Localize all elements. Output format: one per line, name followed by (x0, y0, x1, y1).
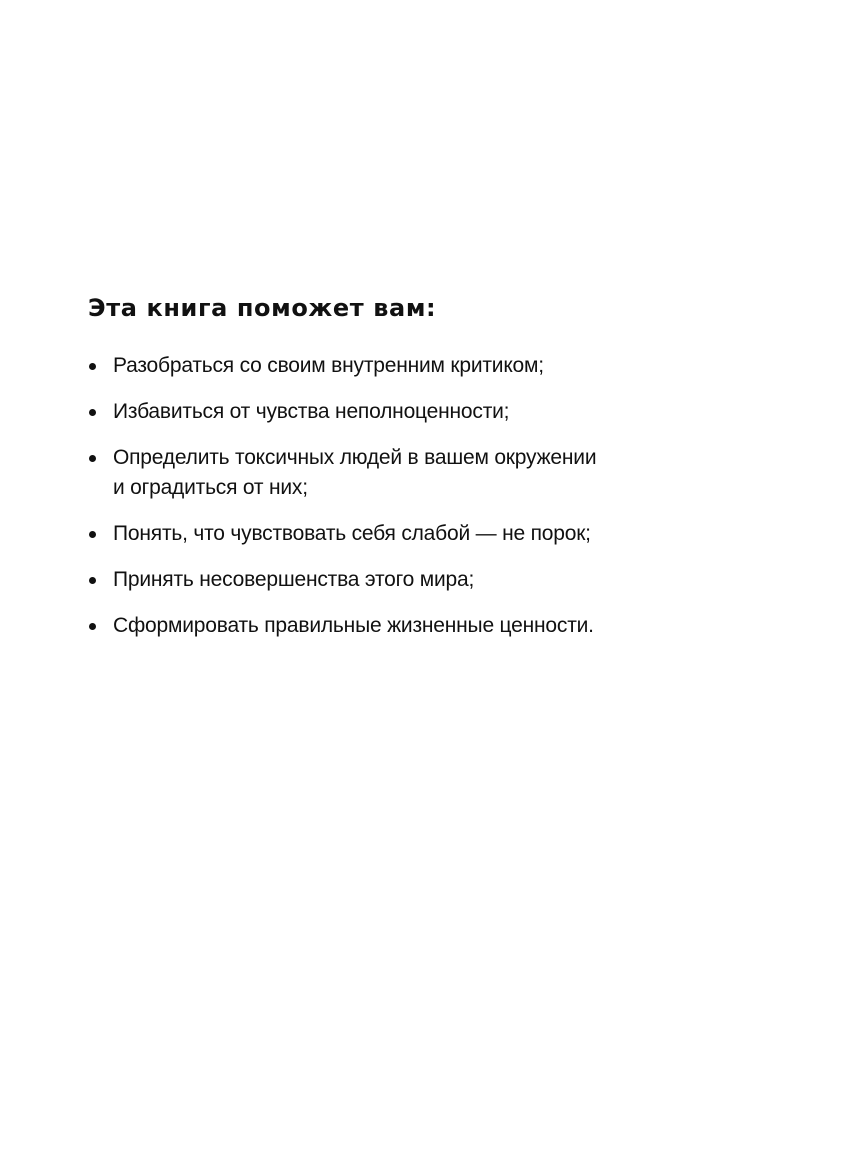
benefits-list (88, 351, 728, 641)
list-item-text: Определить токсичных людей в вашем окружении и оградиться от них; (113, 446, 597, 499)
page-heading: Эта книга поможет вам: (88, 294, 437, 322)
list-item (88, 443, 728, 503)
list-item-text: Принять несовершенства этого мира; (113, 568, 475, 591)
bullet-icon (89, 455, 96, 462)
list-item (88, 611, 728, 641)
bullet-icon (89, 409, 96, 416)
list-item (88, 351, 728, 381)
list-item (88, 397, 728, 427)
list-item (88, 565, 728, 595)
list-item (88, 519, 728, 549)
list-item-text: Понять, что чувствовать себя слабой — не порок; (113, 522, 591, 545)
bullet-icon (89, 531, 96, 538)
bullet-icon (89, 623, 96, 630)
list-item-text: Избавиться от чувства неполноценности; (113, 400, 510, 423)
list-item-text: Сформировать правильные жизненные ценности. (113, 614, 594, 637)
book-page (88, 292, 728, 657)
bullet-icon (89, 577, 96, 584)
bullet-icon (89, 363, 96, 370)
list-item-text: Разобраться со своим внутренним критиком; (113, 354, 544, 377)
